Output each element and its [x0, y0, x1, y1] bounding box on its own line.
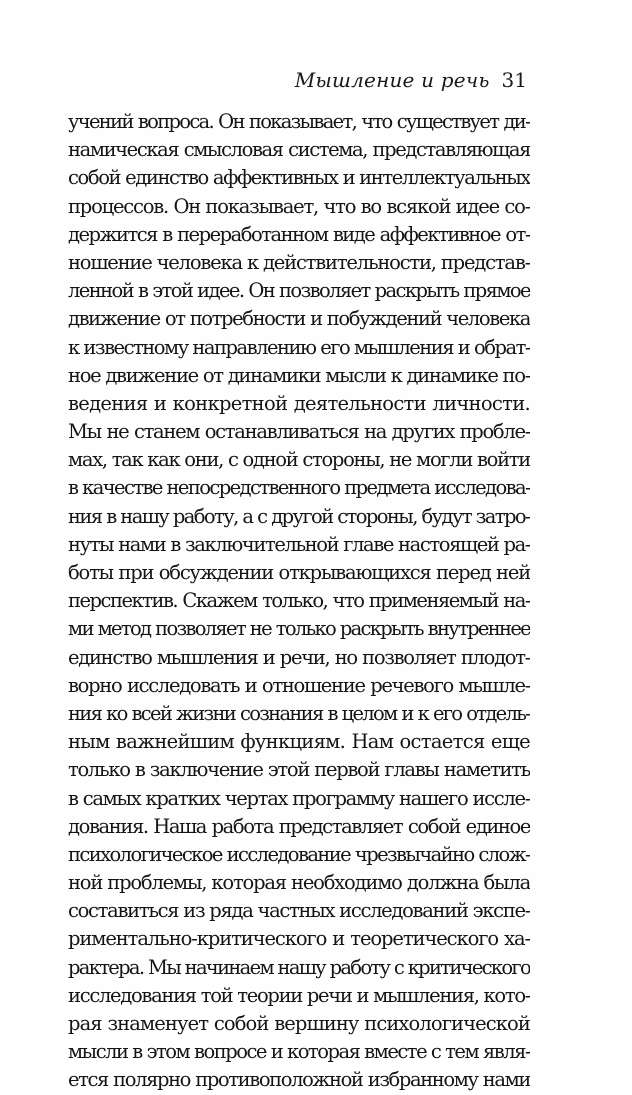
text-line: ным важнейшим функциям. Нам остается еще: [68, 730, 530, 754]
text-line: только в заключение этой первой главы наметить: [68, 758, 530, 782]
text-line: перспектив. Скажем только, что применяемый на-: [68, 589, 530, 613]
text-line: учений вопроса. Он показывает, что существует ди-: [68, 110, 530, 133]
text-line: процессов. Он показывает, что во всякой идее со-: [68, 194, 530, 218]
text-line: движение от потребности и побуждений человека: [68, 307, 530, 331]
text-line: мысли в этом вопросе и которая вместе с тем явля-: [68, 1040, 530, 1064]
text-line: риментально-критического и теоретического ха-: [68, 927, 530, 951]
running-head: [0, 68, 632, 98]
text-line: мах, так как они, с одной стороны, не могли войти: [68, 448, 530, 472]
body-text: [68, 108, 530, 1095]
text-line: ведения и конкретной деятельности личности.: [68, 391, 530, 415]
text-line: к известному направлению его мышления и обрат-: [68, 335, 530, 359]
text-line: намическая смысловая система, представляющая: [68, 138, 530, 162]
text-line: рактера. Мы начинаем нашу работу с критического: [68, 955, 530, 979]
text-line: исследования той теории речи и мышления, кото-: [68, 983, 530, 1007]
text-line: ношение человека к действительности, представ-: [68, 250, 530, 274]
text-line: собой единство аффективных и интеллектуальных: [68, 166, 530, 190]
text-line: ется полярно противоположной избранному нами: [68, 1068, 530, 1092]
text-line: ния ко всей жизни сознания в целом и к его отдель-: [68, 701, 530, 725]
text-line: Мы не станем останавливаться на других пробле-: [68, 420, 530, 444]
text-line: единство мышления и речи, но позволяет плодот-: [68, 645, 530, 669]
text-line: психологическое исследование чрезвычайно слож-: [68, 842, 530, 866]
text-line: в качестве непосредственного предмета исследова-: [68, 476, 530, 500]
text-line: боты при обсуждении открывающихся перед ней: [68, 561, 530, 584]
text-line: ми метод позволяет не только раскрыть внутреннее: [68, 617, 530, 641]
text-line: рая знаменует собой вершину психологической: [68, 1012, 530, 1035]
text-line: ния в нашу работу, а с другой стороны, будут затро-: [68, 504, 530, 528]
text-line: дования. Наша работа представляет собой единое: [68, 814, 530, 838]
text-line: нуты нами в заключительной главе настоящей ра-: [68, 532, 530, 556]
text-line: ной проблемы, которая необходимо должна была: [68, 871, 530, 895]
text-line: составиться из ряда частных исследований экспе-: [68, 899, 530, 923]
page-number: 31: [501, 68, 527, 92]
text-line: ленной в этой идее. Он позволяет раскрыть прямое: [68, 279, 530, 303]
text-line: в самых кратких чертах программу нашего иссле-: [68, 786, 530, 810]
text-line: ворно исследовать и отношение речевого мышле-: [68, 673, 530, 697]
text-line: держится в переработанном виде аффективное от-: [68, 222, 530, 246]
running-head-title: Мышление и речь: [294, 68, 490, 92]
text-line: ное движение от динамики мысли к динамике по-: [68, 363, 530, 387]
